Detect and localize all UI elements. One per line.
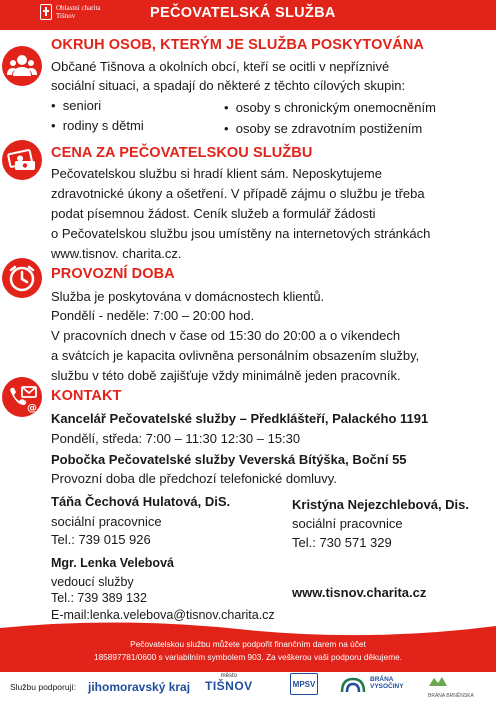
- logo-line-1: Oblastní charita: [56, 4, 101, 12]
- page-title: PEČOVATELSKÁ SLUŽBA: [150, 5, 336, 21]
- hours-text-line: službu v této době zajišťuje vždy minimálně jeden pracovník.: [51, 368, 401, 383]
- brana-text: VYSOČINY: [370, 683, 404, 690]
- sponsors-label: Službu podporují:: [10, 682, 77, 692]
- target-text-line: Občané Tišnova a okolních obcí, kteří se ocitli v nepříznivé: [51, 59, 390, 74]
- jmk-logo-part: jiho: [88, 680, 110, 694]
- hours-text-line: Služba je poskytována v domácnostech klientů.: [51, 289, 325, 304]
- charity-logo: [40, 4, 101, 20]
- clock-icon: [2, 258, 42, 298]
- price-text-line: zdravotnické úkony a ošetření. V případě zájmu o službu je třeba: [51, 186, 425, 201]
- footer-line-2: 185897781/0600 s variabilním symbolem 903. Za veškerou vaši podporu děkujeme.: [93, 652, 403, 662]
- footer-line-1: Pečovatelskou službu můžete podpořit finančním darem na účet: [130, 639, 366, 649]
- mpsv-text: MPSV: [292, 679, 316, 689]
- brana-brnenska-logo: [428, 674, 474, 699]
- person-2-role: sociální pracovnice: [292, 516, 403, 531]
- person-3-role: vedoucí služby: [51, 575, 134, 589]
- footer-band: [0, 638, 496, 672]
- bullet-label: seniori: [62, 98, 102, 113]
- price-text-line: o Pečovatelskou službu jsou umístěny na internetových stránkách: [51, 226, 431, 241]
- mpsv-logo: [290, 673, 318, 695]
- tisnov-small: město: [220, 673, 237, 679]
- office-2-hours: Provozní doba dle předchozí telefonické domluvy.: [51, 471, 337, 486]
- section-heading-hours: PROVOZNÍ DOBA: [51, 266, 175, 282]
- section-heading-target: OKRUH OSOB, KTERÝM JE SLUŽBA POSKYTOVÁNA: [51, 37, 424, 53]
- hours-text-line: V pracovních dnech v čase od 15:30 do 20:00 a o víkendech: [51, 328, 401, 343]
- person-3-email[interactable]: E-mail:lenka.velebova@tisnov.charita.cz: [51, 608, 275, 622]
- jmk-logo: [88, 680, 190, 694]
- tisnov-name: TIŠNOV: [205, 679, 253, 693]
- office-2-title: Pobočka Pečovatelské služby Veverská Bítýška, Boční 55: [51, 452, 407, 467]
- logo-line-2: Tišnov: [56, 12, 76, 20]
- target-bullet: • osoby se zdravotním postižením: [224, 121, 423, 136]
- office-1-title: Kancelář Pečovatelské služby – Předklášteří, Palackého 1191: [51, 411, 429, 426]
- person-3-phone: Tel.: 739 389 132: [51, 591, 147, 605]
- brana-text: BRÁNA: [370, 676, 394, 683]
- person-1-name: Táňa Čechová Hulatová, DiS.: [51, 494, 231, 509]
- tisnov-logo: [205, 673, 253, 693]
- person-1-phone: Tel.: 739 015 926: [51, 532, 151, 547]
- target-bullet: • rodiny s dětmi: [51, 118, 144, 133]
- price-text-line: Pečovatelskou službu si hradí klient sám. Neposkytujeme: [51, 166, 382, 181]
- hours-text-line: a svátcích je kapacita ovlivněna personálním obsazením služby,: [51, 348, 420, 363]
- brana-arc-icon: [340, 676, 366, 694]
- person-3-name: Mgr. Lenka Velebová: [51, 556, 174, 570]
- section-heading-contact: KONTAKT: [51, 388, 122, 404]
- target-bullet: • seniori: [51, 98, 102, 113]
- svg-text:@: @: [27, 403, 37, 414]
- target-bullet: • osoby s chronickým onemocněním: [224, 100, 436, 115]
- bullet-label: rodiny s dětmi: [62, 118, 144, 133]
- contact-icon: [2, 377, 42, 417]
- person-1-role: sociální pracovnice: [51, 514, 162, 529]
- office-1-hours: Pondělí, středa: 7:00 – 11:30 12:30 – 15:30: [51, 431, 301, 446]
- section-heading-price: CENA ZA PEČOVATELSKOU SLUŽBU: [51, 145, 313, 161]
- hours-text-line: Pondělí - neděle: 7:00 – 20:00 hod.: [51, 308, 255, 323]
- money-icon: [2, 140, 42, 180]
- brana-brnenska-icon: [428, 675, 448, 687]
- brana-brnenska-text: BRÁNA BRNĚNSKA: [428, 693, 474, 699]
- target-text-line: sociální situaci, a spadají do některé z těchto cílových skupin:: [51, 78, 406, 93]
- person-2-name: Kristýna Nejezchlebová, Dis.: [292, 497, 470, 512]
- jmk-logo-part: moravský kraj: [109, 680, 191, 694]
- people-icon: [2, 46, 42, 86]
- cross-icon: [40, 4, 52, 20]
- header-bar: [0, 0, 496, 30]
- person-2-phone: Tel.: 730 571 329: [292, 535, 392, 550]
- bullet-label: osoby s chronickým onemocněním: [235, 100, 436, 115]
- bullet-label: osoby se zdravotním postižením: [235, 121, 423, 136]
- price-text-line: www.tisnov. charita.cz.: [51, 246, 182, 261]
- website-link[interactable]: www.tisnov.charita.cz: [292, 585, 427, 600]
- price-text-line: podat písemnou žádost. Ceník služeb a formulář žádosti: [51, 206, 376, 221]
